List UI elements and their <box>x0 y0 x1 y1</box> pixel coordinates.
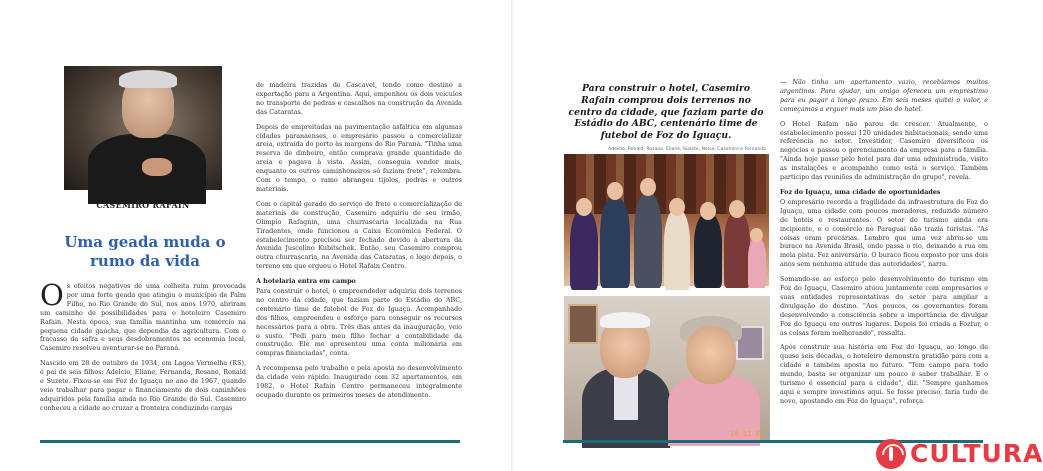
article-headline: Uma geada muda o rumo da vida <box>64 233 226 270</box>
portrait-photo <box>64 66 222 190</box>
paragraph: A recompensa pelo trabalho e pela aposta no desenvolvimento da cidade veio rápido. Inaugurado com 32 apartamentos, em 1982, o Hotel Rafain Centro permaneceu integralmente ocupado durante os primeiros meses de atendimento. <box>256 364 462 399</box>
paragraph: Nascido em 28 de outubro de 1934, em Lagoa Vermelha (RS), é pai de seis filhos: Adelcio, Eliane, Fernanda, Rosane, Ronald e Suzete. Fixou-se em Foz do Iguaçu no ano de 1967, quando veio trabalhar para pagar o financiamento de dois caminhões adquiridos pela família ainda no Rio Grande do Sul. Casemiro conheceu a cidade ao cruzar a fronteira conduzindo cargas <box>40 359 246 412</box>
paragraph: Os efeitos negativos de uma colheita ruim provocada por uma forte geada que atingiu o município de Palm Filho, no Rio Grande do Sul, nos anos 1970, abriram um caminho de possibilidades para o hoteleiro Casemiro Rafain. Nesta época, sua família mantinha um comércio na pequena cidade gaúcha, que dependia da agricultura. Com o fracasso da safra e seus desdobramentos na economia local, Casemiro resolveu aventurar-se no Paraná. <box>40 278 246 353</box>
photo-date-stamp: 10 11 05 <box>730 430 764 438</box>
paragraph: Depois de empreitadas na pavimentação asfáltica em algumas cidades paranaenses, o empresário passou a comercializar areia, extraída do porto às margens do Rio Paraná. "Tinha uma reserva de dinheiro, então comprava grande quantidade de areia e pagava à vista. Assim, conseguia vender mais, enquanto os outros caminhoneiros só faziam frete", relembra. Com o tempo, o ramo abrangeu tijolos, pedras e outros materiais. <box>256 122 462 193</box>
drop-cap: O <box>40 278 64 312</box>
page-gutter <box>511 0 513 471</box>
section-subhead: Foz do Iguaçu, uma cidade de oportunidades <box>780 187 941 196</box>
cultura-logo <box>876 437 1043 471</box>
paragraph: — Não tinha um apartamento vazio, recebíamos muitos argentinos. Para ajudar, um amigo ofereceu um empréstimo para eu pagar a longo prazo. Em seis meses quitei o valor, e começamos a erguer mais um piso do hotel. <box>780 78 988 113</box>
paragraph: de madeira trazidas de Cascavel, tendo como destino a exportação para a Argentina. Aqui, empenhou os dois veículos no transporte de pedras e cascalhos na construção da Avenida das Cataratas. <box>256 81 462 116</box>
paragraph: Somando-se ao esforço pelo desenvolvimento do turismo em Foz do Iguaçu, Casemiro atuou juntamente com empresários e suas entidades representativas do setor para ampliar a divulgação do destino. "Aos poucos, os governantes foram desenvolvendo a consciência sobre a importância de divulgar Foz do Iguaçu em outros lugares. Depois foi criada a Foztur, e as coisas foram melhorando", ressalta. <box>780 275 988 337</box>
paragraph: O empresário recorda a fragilidade da infraestrutura de Foz do Iguaçu, uma cidade com poucos moradores, reduzido número de hotéis e restaurantes. O setor de turismo ainda era incipiente, e o comércio no Paraguai não trazia turistas. "As coisas eram precárias. Lembro que uma vez abriu-se um buraco na Avenida Brasil, onde passa o rio, deixando a rua em meia pista. Fez aniversário. O buraco ficou exposto por uns dois anos sem nenhuma atitude das autoridades", narra. <box>780 197 988 269</box>
footer-rule-left <box>40 440 460 443</box>
portrait-caption: CASEMIRO RAFAIN <box>96 200 190 210</box>
couple-photo <box>564 296 770 442</box>
broadcast-icon <box>876 439 906 469</box>
right-column <box>780 78 988 412</box>
paragraph: Para construir o hotel, o empreendedor adquiriu dois terrenos no centro da cidade, que faziam parte do Estádio do ABC, centenário time de futebol de Foz do Iguaçu. Acompanhado dos filhos, empreendeu e esforço para conseguir os recursos necessários para a obra. Três dias antes da inauguração, veio o susto. "Pedi para meu filho fechar a contabilidade da construção. Ele me apresentou uma conta milionária em compras financiadas", conta. <box>256 287 462 358</box>
family-photo <box>564 154 769 286</box>
pull-quote: Para construir o hotel, Casemiro Rafain comprou dois terrenos no centro da cidade, que faziam parte do Estádio do ABC, centenário time de futebol de Foz do Iguaçu. <box>568 83 764 142</box>
paragraph: O Hotel Rafain não parou de crescer. Atualmente, o estabelecimento possui 120 unidades habitacionais, sendo uma referência no setor. Investidor, Casemiro diversificou os negócios e passou o gerenciamento da empresa para a família. "Ainda hoje passo pelo hotel para dar uma administrada, visito as instalações e acompanho como está o serviço. Também participo das reuniões de administração do grupo", revela. <box>780 119 988 182</box>
family-photo-caption: Adelcio, Ronald, Rosane, Eliane, Suzete, Nelsa, Casemiro e Fernanda <box>608 147 766 152</box>
left-column-1 <box>40 278 246 419</box>
section-subhead: A hotelaria entra em campo <box>256 277 356 286</box>
left-column-2 <box>256 81 462 406</box>
paragraph: Após construir sua história em Foz do Iguaçu, ao longo de quase seis décadas, o hoteleiro demonstra gratidão para com a cidade e também aposta no futuro. "Tem campo para todo mundo, basta se organizar um pouco e saber trabalhar. E o turismo é essencial para a cidade", diz. "Sempre ganhamos aqui e sempre investimos aqui. Se fosse preciso, faria tudo de novo, apostando em Foz do Iguaçu", reforça. <box>780 343 988 405</box>
paragraph: Com o capital gerado do serviço de frete e comercialização de materiais de construção, Casemiro adquiriu de seu irmão, Olimpio Rafagnin, uma churrascaria localizada na Rua Tiradentes, onde funcionou a Caixa Econômica Federal. O estabelecimento precisou ser fechado devido à abertura da Avenida Juscelino Kubitschek. Então, seu Casemiro comprou outra churrascaria, na Avenida das Cataratas, e logo depois, o terreno em que ergueu o Hotel Rafain Centro. <box>256 199 462 271</box>
logo-text: CULTURA <box>910 439 1043 468</box>
